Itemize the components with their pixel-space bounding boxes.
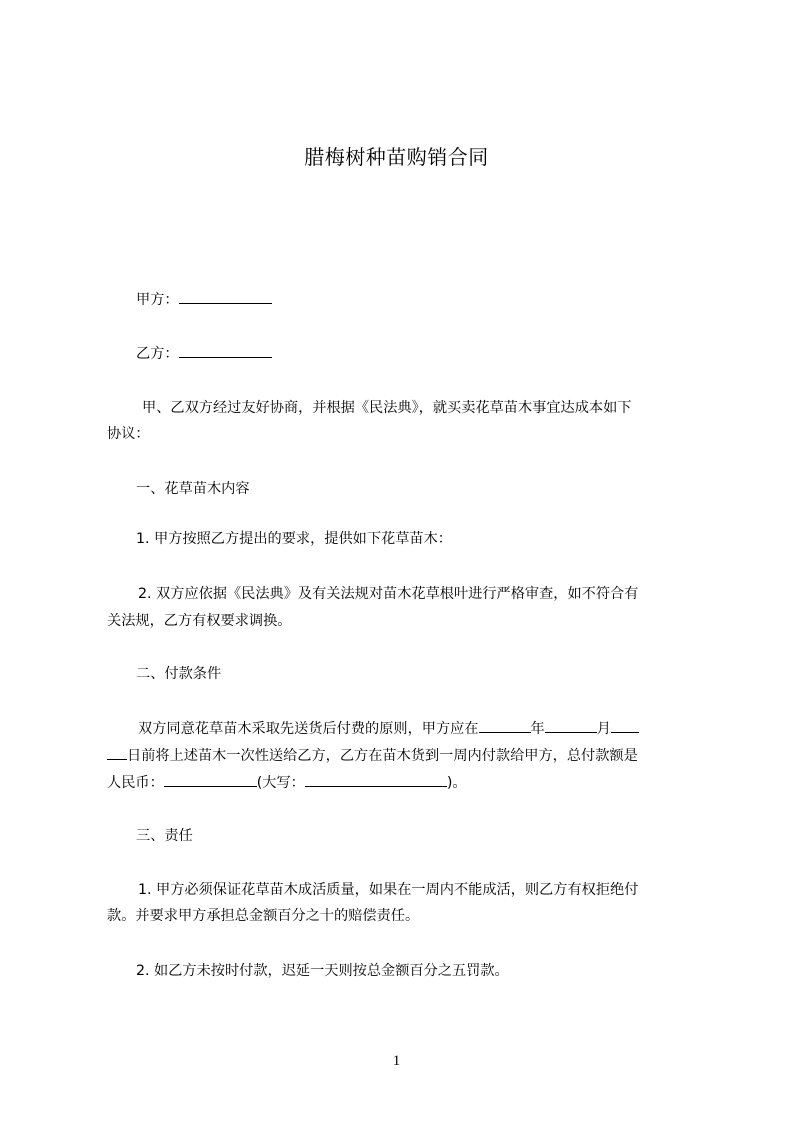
day-blank-start[interactable] — [611, 716, 639, 733]
section-1-item-2-line-2: 关法规，乙方有权要求调换。 — [107, 613, 292, 629]
party-b-line — [136, 338, 729, 371]
month-label: 月 — [596, 721, 611, 737]
intro-line-1: 甲、乙双方经过友好协商，并根据《民法典》，就买卖花草苗木事宜达成本如下 — [142, 400, 632, 416]
party-a-line — [136, 284, 729, 317]
document-title: 腊梅树种苗购销合同 — [304, 145, 489, 169]
section-2-line-3 — [107, 767, 700, 800]
amount-words-blank[interactable] — [305, 770, 447, 787]
payment-text-a: 双方同意花草苗木采取先送货后付费的原则，甲方应在 — [138, 721, 479, 737]
party-b-label: 乙方： — [136, 346, 179, 362]
amount-blank[interactable] — [164, 770, 257, 787]
section-1-heading: 一、花草苗木内容 — [136, 481, 250, 497]
section-1-item-2-line-1: 2. 双方应依据《民法典》及有关法规对苗木花草根叶进行严格审查，如不符合有 — [138, 586, 639, 602]
intro-line-2: 协议： — [107, 426, 150, 442]
amount-words-label: (大写： — [256, 775, 305, 791]
amount-close: )。 — [446, 775, 467, 791]
section-3-item-1-line-2: 款。并要求甲方承担总金额百分之十的赔偿责任。 — [107, 908, 420, 924]
page-number: 1 — [392, 1053, 401, 1069]
section-3-item-2: 2. 如乙方未按时付款，迟延一天则按总金额百分之五罚款。 — [136, 963, 509, 979]
payment-text-b: 日前将上述苗木一次性送给乙方，乙方在苗木货到一周内付款给甲方，总付款额是 — [127, 748, 638, 764]
rmb-label: 人民币： — [107, 775, 164, 791]
month-blank[interactable] — [545, 716, 597, 733]
party-a-label: 甲方： — [136, 292, 179, 308]
day-blank-end[interactable] — [107, 743, 127, 760]
section-3-heading: 三、责任 — [136, 828, 193, 844]
section-3-item-1-line-1: 1. 甲方必须保证花草苗木成活质量，如果在一周内不能成活，则乙方有权拒绝付 — [138, 882, 639, 898]
year-blank[interactable] — [479, 716, 531, 733]
section-1-item-1: 1. 甲方按照乙方提出的要求，提供如下花草苗木： — [136, 531, 452, 547]
party-a-blank[interactable] — [179, 287, 272, 304]
section-2-heading: 二、付款条件 — [136, 666, 222, 682]
year-label: 年 — [530, 721, 545, 737]
party-b-blank[interactable] — [179, 341, 272, 358]
